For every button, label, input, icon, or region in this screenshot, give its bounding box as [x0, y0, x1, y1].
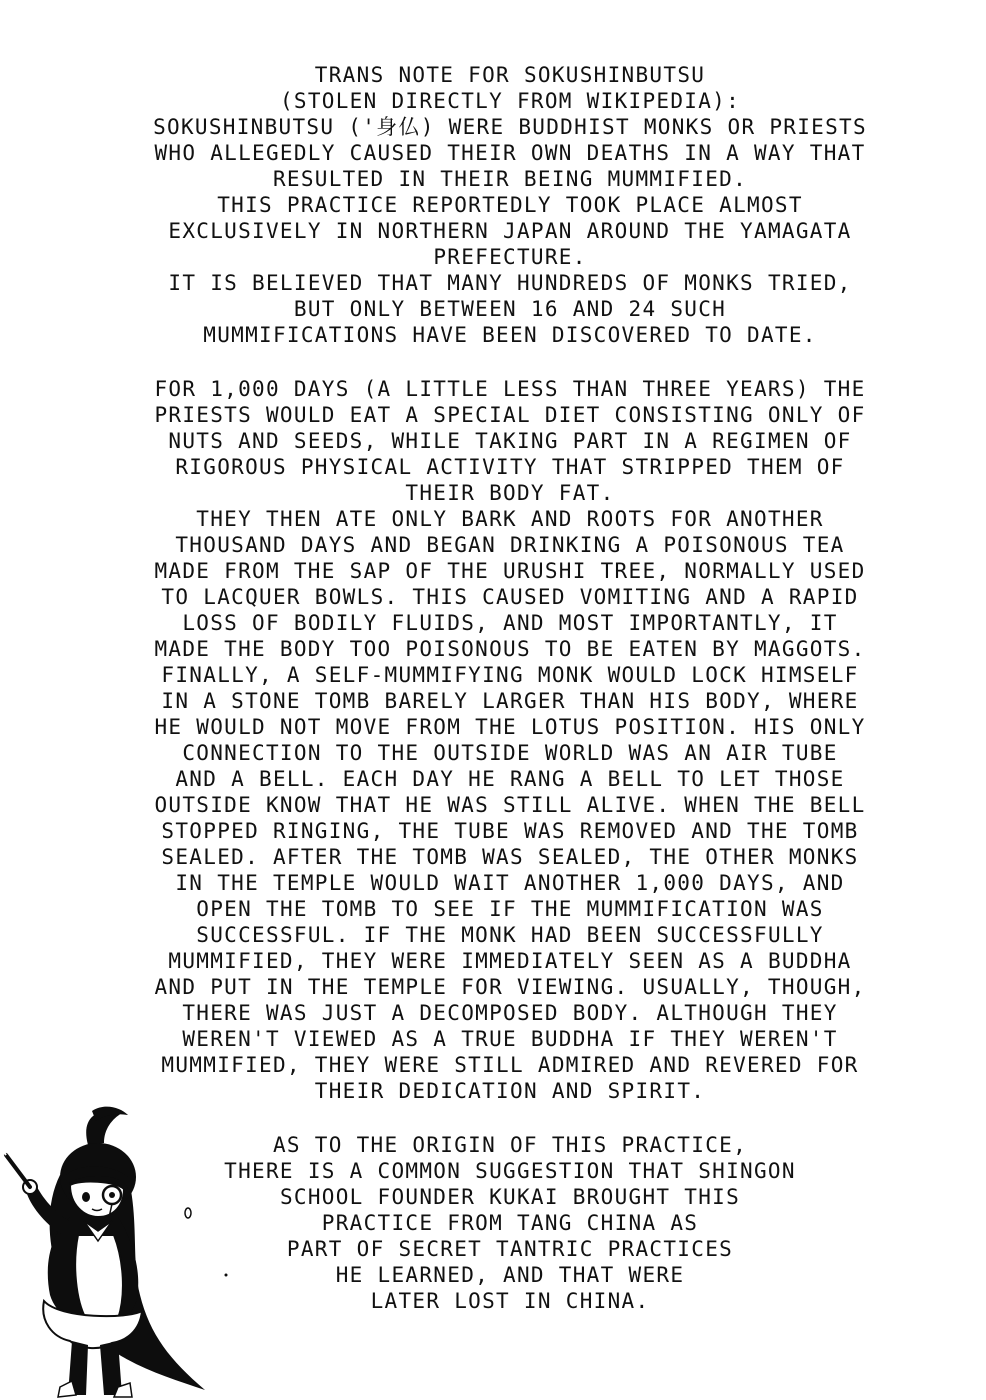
- text-line: AS TO THE ORIGIN OF THIS PRACTICE,: [272, 1133, 748, 1157]
- translation-note-intro: [90, 62, 930, 348]
- text-line: IT IS BELIEVED THAT MANY HUNDREDS OF MONKS TRIED,: [168, 271, 852, 295]
- text-line: IN THE TEMPLE WOULD WAIT ANOTHER 1,000 DAYS, AND: [175, 871, 845, 895]
- text-line: SCHOOL FOUNDER KUKAI BROUGHT THIS: [279, 1185, 741, 1209]
- text-line: WHO ALLEGEDLY CAUSED THEIR OWN DEATHS IN A WAY THAT: [154, 141, 866, 165]
- text-line: AND A BELL. EACH DAY HE RANG A BELL TO LET THOSE: [175, 767, 845, 791]
- text-line: THOUSAND DAYS AND BEGAN DRINKING A POISONOUS TEA: [175, 533, 845, 557]
- text-line: BUT ONLY BETWEEN 16 AND 24 SUCH: [293, 297, 727, 321]
- text-line: OPEN THE TOMB TO SEE IF THE MUMMIFICATION WAS: [196, 897, 824, 921]
- text-line: PRIESTS WOULD EAT A SPECIAL DIET CONSISTING ONLY OF: [154, 403, 866, 427]
- text-line: OUTSIDE KNOW THAT HE WAS STILL ALIVE. WHEN THE BELL: [154, 793, 866, 817]
- chibi-character-illustration: [0, 1105, 240, 1400]
- text-line: LATER LOST IN CHINA.: [370, 1289, 650, 1313]
- text-line: TRANS NOTE FOR SOKUSHINBUTSU: [314, 63, 706, 87]
- text-line: SOKUSHINBUTSU ('身仏) WERE BUDDHIST MONKS OR PRIESTS: [153, 115, 867, 139]
- text-line: STOPPED RINGING, THE TUBE WAS REMOVED AND THE TOMB: [161, 819, 859, 843]
- apron: [75, 1235, 123, 1319]
- text-line: WEREN'T VIEWED AS A TRUE BUDDHA IF THEY WEREN'T: [182, 1027, 838, 1051]
- text-line: MUMMIFICATIONS HAVE BEEN DISCOVERED TO DATE.: [203, 323, 817, 347]
- text-line: MADE FROM THE SAP OF THE URUSHI TREE, NORMALLY USED: [154, 559, 866, 583]
- text-line: RIGOROUS PHYSICAL ACTIVITY THAT STRIPPED THEM OF: [175, 455, 845, 479]
- text-line: FINALLY, A SELF-MUMMIFYING MONK WOULD LOCK HIMSELF: [161, 663, 859, 687]
- translation-note-origin: [150, 1132, 870, 1314]
- eye: [82, 1192, 90, 1202]
- text-line: SEALED. AFTER THE TOMB WAS SEALED, THE OTHER MONKS: [161, 845, 859, 869]
- wand-icon: [6, 1155, 30, 1187]
- text-line: THIS PRACTICE REPORTEDLY TOOK PLACE ALMOST: [217, 193, 803, 217]
- text-line: THERE IS A COMMON SUGGESTION THAT SHINGON: [224, 1159, 796, 1183]
- text-line: PREFECTURE.: [433, 245, 587, 269]
- text-line: PART OF SECRET TANTRIC PRACTICES: [286, 1237, 734, 1261]
- text-line: HE WOULD NOT MOVE FROM THE LOTUS POSITION. HIS ONLY: [154, 715, 866, 739]
- text-line: THEY THEN ATE ONLY BARK AND ROOTS FOR ANOTHER: [196, 507, 824, 531]
- text-line: EXCLUSIVELY IN NORTHERN JAPAN AROUND THE YAMAGATA: [168, 219, 852, 243]
- text-line: AND PUT IN THE TEMPLE FOR VIEWING. USUALLY, THOUGH,: [154, 975, 866, 999]
- legs: [68, 1341, 122, 1395]
- text-line: LOSS OF BODILY FLUIDS, AND MOST IMPORTANTLY, IT: [182, 611, 838, 635]
- text-line: FOR 1,000 DAYS (A LITTLE LESS THAN THREE YEARS) THE: [154, 377, 866, 401]
- text-line: TO LACQUER BOWLS. THIS CAUSED VOMITING AND A RAPID: [161, 585, 859, 609]
- text-line: CONNECTION TO THE OUTSIDE WORLD WAS AN AIR TUBE: [182, 741, 838, 765]
- text-line: NUTS AND SEEDS, WHILE TAKING PART IN A REGIMEN OF: [168, 429, 852, 453]
- text-line: THERE WAS JUST A DECOMPOSED BODY. ALTHOUGH THEY: [182, 1001, 838, 1025]
- text-line: HE LEARNED, AND THAT WERE: [335, 1263, 685, 1287]
- translation-note-process: [90, 376, 930, 1104]
- text-line: MADE THE BODY TOO POISONOUS TO BE EATEN BY MAGGOTS.: [154, 637, 866, 661]
- text-line: IN A STONE TOMB BARELY LARGER THAN HIS BODY, WHERE: [161, 689, 859, 713]
- text-line: RESULTED IN THEIR BEING MUMMIFIED.: [272, 167, 748, 191]
- text-line: MUMMIFIED, THEY WERE IMMEDIATELY SEEN AS A BUDDHA: [168, 949, 852, 973]
- text-line: (STOLEN DIRECTLY FROM WIKIPEDIA):: [279, 89, 741, 113]
- text-line: MUMMIFIED, THEY WERE STILL ADMIRED AND REVERED FOR: [161, 1053, 859, 1077]
- text-line: SUCCESSFUL. IF THE MONK HAD BEEN SUCCESSFULLY: [196, 923, 824, 947]
- text-line: PRACTICE FROM TANG CHINA AS: [321, 1211, 699, 1235]
- text-line: THEIR BODY FAT.: [405, 481, 615, 505]
- text-line: THEIR DEDICATION AND SPIRIT.: [314, 1079, 706, 1103]
